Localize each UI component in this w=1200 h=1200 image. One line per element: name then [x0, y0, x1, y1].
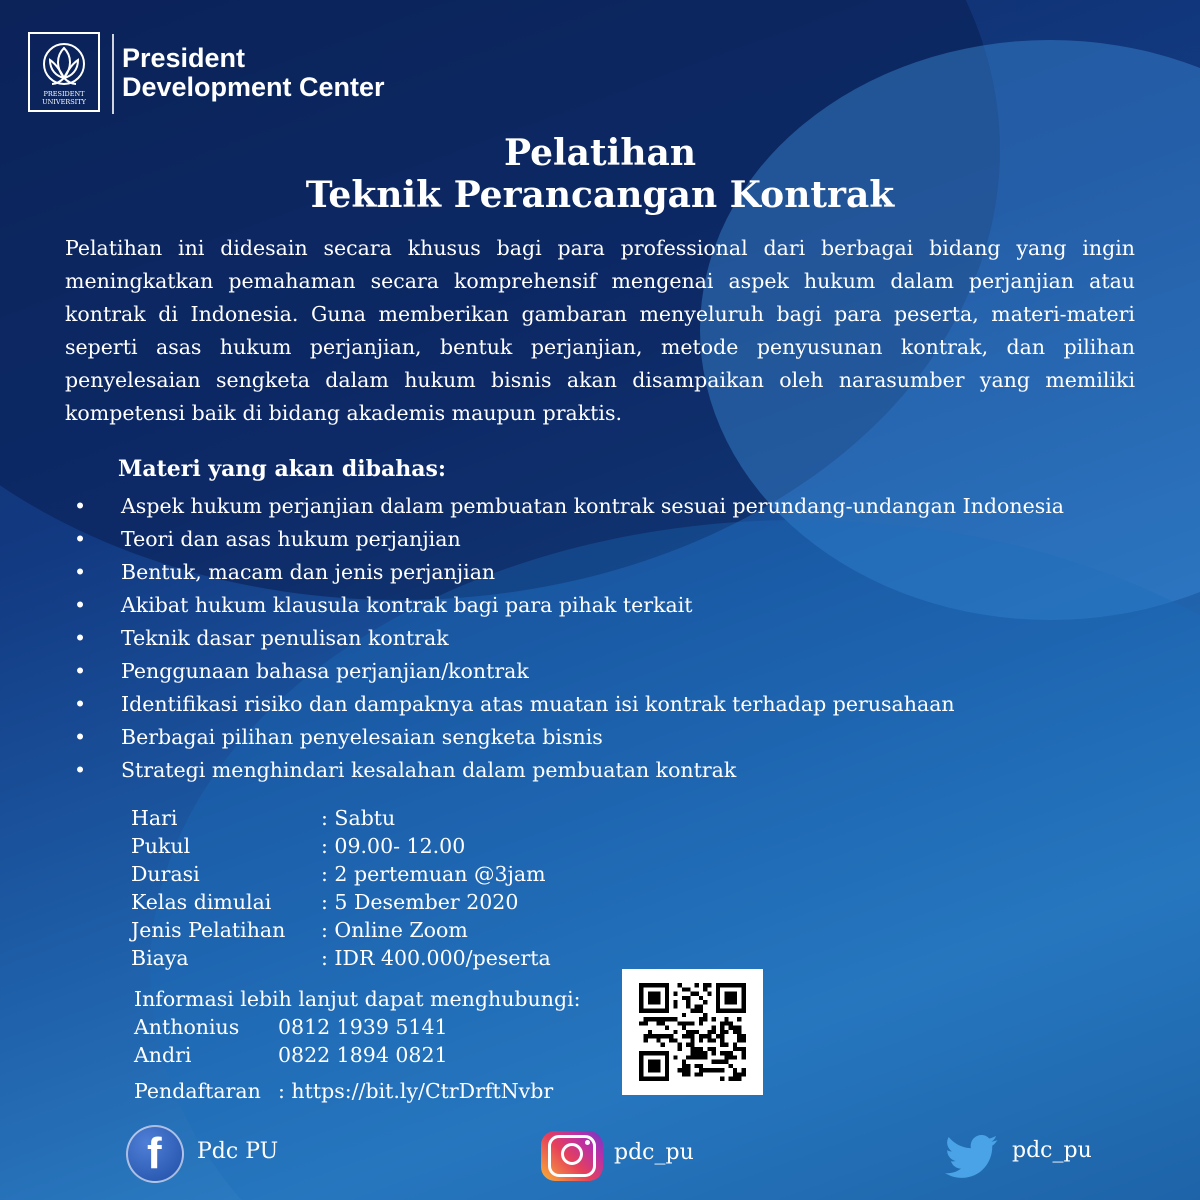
- detail-label: Hari: [131, 806, 178, 830]
- bullet: •: [74, 593, 87, 617]
- contact-row: [134, 1041, 581, 1069]
- brand-line-2: Development Center: [122, 72, 385, 102]
- detail-row: [131, 832, 551, 860]
- bullet: •: [74, 758, 87, 782]
- qr-code-icon: [639, 983, 746, 1081]
- topic-text: Penggunaan bahasa perjanjian/kontrak: [121, 659, 529, 683]
- logo-divider: [112, 34, 114, 114]
- facebook-icon[interactable]: f: [126, 1125, 184, 1183]
- registration: [134, 1077, 553, 1105]
- topic-item: [0, 655, 1064, 688]
- detail-label: Pukul: [131, 834, 191, 858]
- topic-text: Teori dan asas hukum perjanjian: [121, 527, 461, 551]
- detail-value: : 5 Desember 2020: [321, 890, 519, 914]
- topic-text: Berbagai pilihan penyelesaian sengketa bisnis: [121, 725, 603, 749]
- topic-text: Identifikasi risiko dan dampaknya atas muatan isi kontrak terhadap perusahaan: [121, 692, 955, 716]
- detail-label: Biaya: [131, 946, 189, 970]
- detail-row: [131, 888, 551, 916]
- twitter-icon[interactable]: [943, 1135, 1001, 1179]
- topic-item: [0, 523, 1064, 556]
- contact-info: [134, 985, 581, 1069]
- instagram-label[interactable]: pdc_pu: [614, 1140, 694, 1165]
- bullet: •: [74, 494, 87, 518]
- page-title: [0, 132, 1200, 216]
- detail-value: : 2 pertemuan @3jam: [321, 862, 546, 886]
- registration-label: Pendaftaran: [134, 1079, 261, 1103]
- topic-item: [0, 721, 1064, 754]
- registration-link[interactable]: : https://bit.ly/CtrDrftNvbr: [278, 1079, 554, 1103]
- logo-text-line1: PRESIDENT: [43, 90, 85, 98]
- detail-row: [131, 944, 551, 972]
- detail-label: Durasi: [131, 862, 200, 886]
- contact-name: Andri: [134, 1043, 192, 1067]
- topic-text: Aspek hukum perjanjian dalam pembuatan kontrak sesuai perundang-undangan Indonesia: [121, 494, 1064, 518]
- bullet: •: [74, 692, 87, 716]
- topic-text: Bentuk, macam dan jenis perjanjian: [121, 560, 496, 584]
- logo-text-line2: UNIVERSITY: [42, 98, 86, 106]
- detail-row: [131, 860, 551, 888]
- bullet: •: [74, 626, 87, 650]
- brand-line-1: President: [122, 43, 246, 73]
- detail-row: [131, 916, 551, 944]
- brand-name: [122, 44, 385, 102]
- instagram-icon[interactable]: [541, 1131, 603, 1181]
- detail-row: [131, 804, 551, 832]
- president-university-lotus-icon: [30, 34, 98, 110]
- detail-label: Jenis Pelatihan: [131, 918, 286, 942]
- topic-item: [0, 622, 1064, 655]
- twitter-label[interactable]: pdc_pu: [1012, 1138, 1092, 1163]
- detail-label: Kelas dimulai: [131, 890, 272, 914]
- title-line-2: Teknik Perancangan Kontrak: [305, 174, 895, 216]
- topic-text: Teknik dasar penulisan kontrak: [121, 626, 449, 650]
- qr-code[interactable]: [622, 969, 763, 1095]
- training-details: [131, 804, 551, 972]
- facebook-label[interactable]: Pdc PU: [197, 1139, 279, 1164]
- contact-phone[interactable]: 0822 1894 0821: [278, 1043, 448, 1067]
- topic-item: [0, 754, 1064, 787]
- topic-text: Akibat hukum klausula kontrak bagi para pihak terkait: [121, 593, 693, 617]
- detail-value: : 09.00- 12.00: [321, 834, 466, 858]
- topics-list: [0, 490, 1064, 787]
- topic-text: Strategi menghindari kesalahan dalam pembuatan kontrak: [121, 758, 737, 782]
- bullet: •: [74, 560, 87, 584]
- contact-name: Anthonius: [134, 1015, 240, 1039]
- bullet: •: [74, 725, 87, 749]
- topic-item: [0, 490, 1064, 523]
- topic-item: [0, 688, 1064, 721]
- topic-item: [0, 589, 1064, 622]
- contact-heading: Informasi lebih lanjut dapat menghubungi:: [134, 987, 581, 1011]
- president-university-logo: [28, 32, 100, 112]
- bullet: •: [74, 527, 87, 551]
- title-line-1: Pelatihan: [504, 132, 696, 174]
- materi-heading: Materi yang akan dibahas:: [118, 456, 446, 482]
- bullet: •: [74, 659, 87, 683]
- topic-item: [0, 556, 1064, 589]
- contact-phone[interactable]: 0812 1939 5141: [278, 1015, 448, 1039]
- description: Pelatihan ini didesain secara khusus bagi para professional dari berbagai bidang yang ingin meningkatkan pemahaman secara komprehensif mengenai aspek hukum dalam perjanjian atau kontrak di Indonesia. Guna memberikan gambaran menyeluruh bagi para peserta, materi-materi seperti asas hukum perjanjian, bentuk perjanjian, metode penyusunan kontrak, dan pilihan penyelesaian sengketa dalam hukum bisnis akan disampaikan oleh narasumber yang memiliki kompetensi baik di bidang akademis maupun praktis.: [65, 236, 1135, 425]
- detail-value: : Online Zoom: [321, 918, 468, 942]
- detail-value: : Sabtu: [321, 806, 396, 830]
- contact-row: [134, 1013, 581, 1041]
- detail-value: : IDR 400.000/peserta: [321, 946, 551, 970]
